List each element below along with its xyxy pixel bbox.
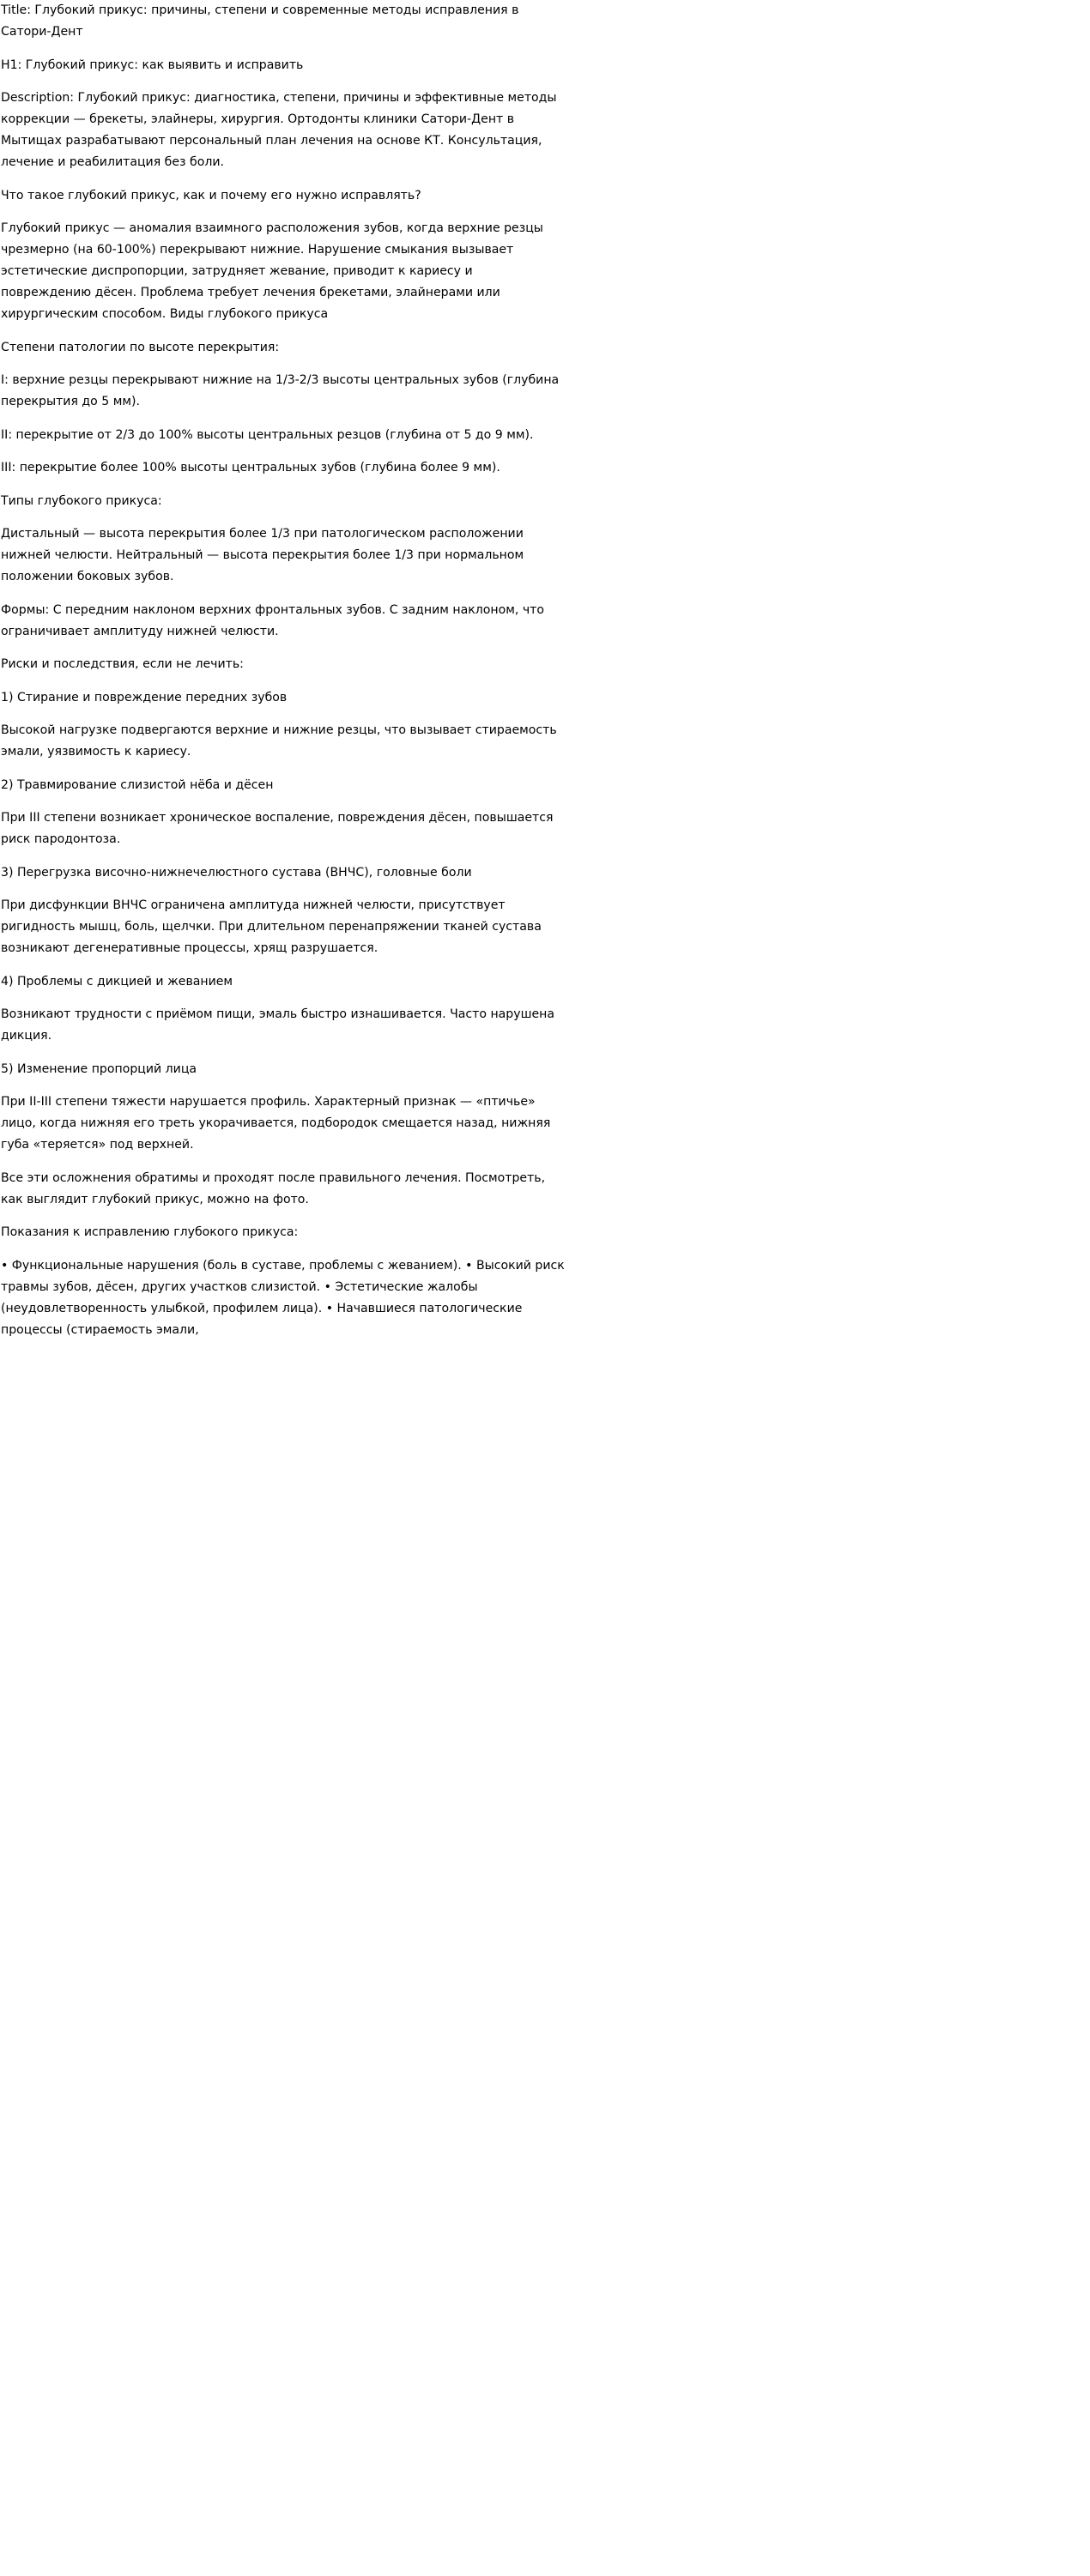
risk-4-heading: 4) Проблемы с дикцией и жеванием xyxy=(1,974,233,989)
indications-heading: Показания к исправлению глубокого прикуса: xyxy=(1,1225,299,1239)
degrees-heading: Степени патологии по высоте перекрытия: xyxy=(1,340,280,354)
indications-list: • Функциональные нарушения (боль в суставе, проблемы с жеванием). • Высокий риск травмы зубов, дёсен, других участков слизистой. • Эстетические жалобы (неудовлетворенность улыбкой, профилем лица). • Начавшиеся патологические процессы (стираемость эмали, xyxy=(1,1258,565,1337)
degree-2: II: перекрытие от 2/3 до 100% высоты центральных резцов (глубина от 5 до 9 мм). xyxy=(1,427,534,442)
risks-heading: Риски и последствия, если не лечить: xyxy=(1,657,244,671)
meta-title: Title: Глубокий прикус: причины, степени и современные методы исправления в Сатори-Дент xyxy=(1,3,519,39)
risk-2-heading: 2) Травмирование слизистой нёба и дёсен xyxy=(1,777,274,792)
risk-3-text: При дисфункции ВНЧС ограничена амплитуда нижней челюсти, присутствует ригидность мышц, боль, щелчки. При длительном перенапряжении тканей сустава возникают дегенеративные процессы, хрящ разрушается. xyxy=(1,898,542,955)
meta-h1: H1: Глубокий прикус: как выявить и исправить xyxy=(1,57,304,72)
risk-2-text: При III степени возникает хроническое воспаление, повреждения дёсен, повышается риск пародонтоза. xyxy=(1,811,554,846)
degree-3: III: перекрытие более 100% высоты центральных зубов (глубина более 9 мм). xyxy=(1,461,500,475)
reversibility-paragraph: Все эти осложнения обратимы и проходят после правильного лечения. Посмотреть, как выглядит глубокий прикус, можно на фото. xyxy=(1,1170,546,1206)
types-heading: Типы глубокого прикуса: xyxy=(1,493,162,508)
risk-4-text: Возникают трудности с приёмом пищи, эмаль быстро изнашивается. Часто нарушена дикция. xyxy=(1,1007,555,1043)
meta-description: Description: Глубокий прикус: диагностика, степени, причины и эффективные методы коррекции — брекеты, элайнеры, хирургия. Ортодонты клиники Сатори-Дент в Мытищах разрабатывают персональный план лечения на основе КТ. Консультация, лечение и реабилитация без боли. xyxy=(1,91,557,169)
risk-5-text: При II-III степени тяжести нарушается профиль. Характерный признак — «птичье» лицо, когда нижняя его треть укорачивается, подбородок смещается назад, нижняя губа «теряется» под верхней. xyxy=(1,1095,551,1152)
risk-1-heading: 1) Стирание и повреждение передних зубов xyxy=(1,690,288,704)
types-paragraph: Дистальный — высота перекрытия более 1/3 при патологическом расположении нижней челюсти. Нейтральный — высота перекрытия более 1/3 при нормальном положении боковых зубов. xyxy=(1,527,524,584)
intro-paragraph: Глубокий прикус — аномалия взаимного расположения зубов, когда верхние резцы чрезмерно (на 60-100%) перекрывают нижние. Нарушение смыкания вызывает эстетические диспропорции, затрудняет жевание, приводит к кариесу и повреждению дёсен. Проблема требует лечения брекетами, элайнерами или хирургическим способом. Виды глубокого прикуса xyxy=(1,221,543,321)
risk-3-heading: 3) Перегрузка височно-нижнечелюстного сустава (ВНЧС), головные боли xyxy=(1,865,472,880)
risk-1-text: Высокой нагрузке подвергаются верхние и нижние резцы, что вызывает стираемость эмали, уязвимость к кариесу. xyxy=(1,723,557,759)
forms-paragraph: Формы: С передним наклоном верхних фронтальных зубов. С задним наклоном, что ограничивает амплитуду нижней челюсти. xyxy=(1,602,544,638)
degree-1: I: верхние резцы перекрывают нижние на 1/3-2/3 высоты центральных зубов (глубина перекрытия до 5 мм). xyxy=(1,373,560,408)
risk-5-heading: 5) Изменение пропорций лица xyxy=(1,1061,197,1076)
section-question: Что такое глубокий прикус, как и почему его нужно исправлять? xyxy=(1,188,421,203)
document-body xyxy=(0,0,566,1341)
